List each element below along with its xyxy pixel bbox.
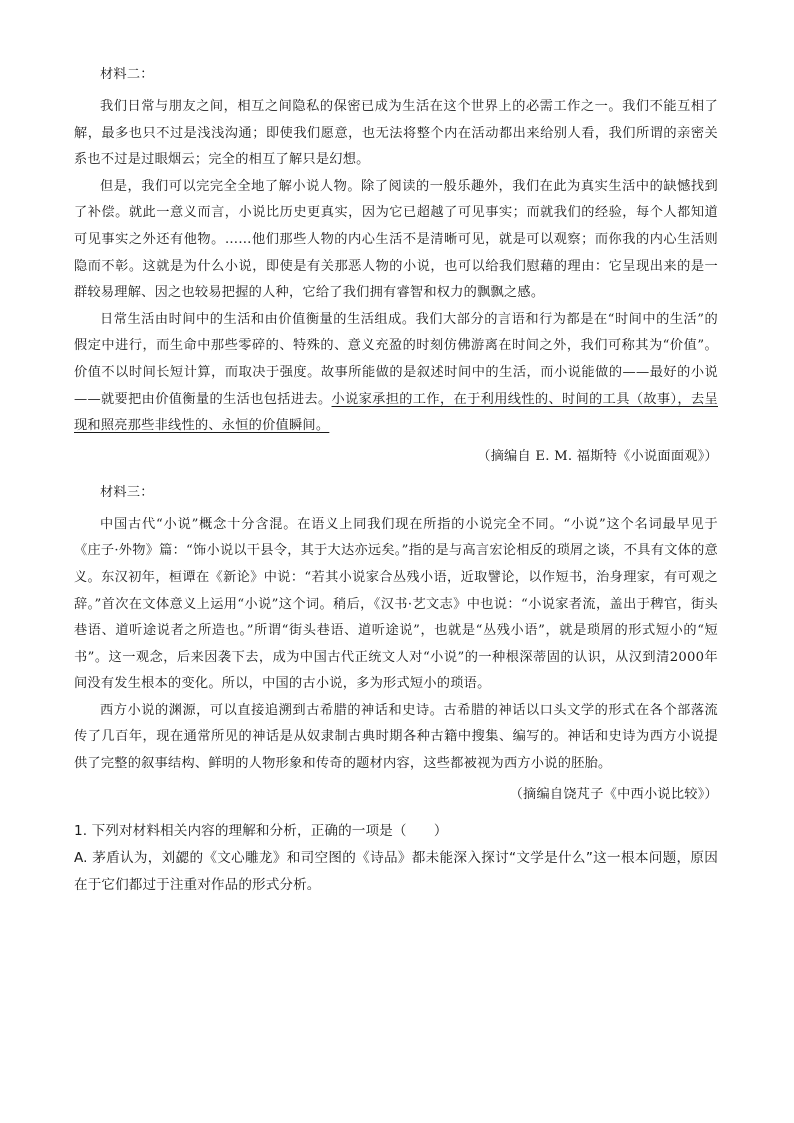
material-three-paragraph-2: 西方小说的渊源，可以直接追溯到古希腊的神话和史诗。古希腊的神话以口头文学的形式在各个部落流传了几百年，现在通常所见的神话是从奴隶制古典时期各种古籍中搜集、编写的。神话和史诗为西方小说提供了完整的叙事结构、鲜明的人物形象和传奇的题材内容，这些都被视为西方小说的胚胎。 <box>74 702 718 772</box>
option-a[interactable]: A. 茅盾认为，刘勰的《文心雕龙》和司空图的《诗品》都未能深入探讨“文学是什么”这一根本问题，原因在于它们都过于注重对作品的形式分析。 <box>74 849 718 893</box>
material-two-paragraph-3 <box>74 307 718 440</box>
material-three-paragraph-1: 中国古代“小说”概念十分含混。在语义上同我们现在所指的小说完全不同。“小说”这个名词最早见于《庄子·外物》篇：“饰小说以干县令，其于大达亦远矣。”指的是与高言宏论相反的琐屑之谈，不具有文体的意义。东汉初年，桓谭在《新论》中说：“若其小说家合丛残小语，近取譬论，以作短书，治身理家，有可观之辞。”首次在文体意义上运用“小说”这个词。稍后，《汉书·艺文志》中也说：“小说家者流，盖出于稗官，街头巷语、道听途说者之所造也。”所谓“街头巷语、道听途说”，也就是“丛残小语”，就是琐屑的形式短小的“短书”。这一观念，后来因袭下去，成为中国古代正统文人对“小说”的一种根深蒂固的认识，从汉到清2000年间没有发生根本的变化。所以，中国的古小说，多为形式短小的琐语。 <box>74 516 718 692</box>
material-two-paragraph-3-text: 日常生活由时间中的生活和由价值衡量的生活组成。我们大部分的言语和行为都是在“时间中的生活”的假定中进行，而生命中那些零碎的、特殊的、意义充盈的时刻仿佛游离在时间之外，我们可称其为“价值”。价值不以时间长短计算，而取决于强度。故事所能做的是叙述时间中的生活，而小说能做的——最好的小说——就要把由价值衡量的生活也包括进去。 <box>74 311 718 407</box>
underlined-sentence: 小说家承担的工作，在于利用线性的、时间的工具（故事），去呈现和照亮那些非线性的、永恒的价值瞬间。 <box>74 391 718 434</box>
material-three-heading: 材料三： <box>100 484 154 500</box>
material-two-source: （摘编自 E. M. 福斯特《小说面面观》） <box>477 448 718 464</box>
material-three <box>74 480 718 810</box>
question-1 <box>74 818 718 899</box>
question-stem: 1. 下列对材料相关内容的理解和分析，正确的一项是（ ） <box>74 822 448 839</box>
material-two-paragraph-2: 但是，我们可以完完全全地了解小说人物。除了阅读的一般乐趣外，我们在此为真实生活中的缺憾找到了补偿。就此一意义而言，小说比历史更真实，因为它已超越了可见事实；而就我们的经验，每个人都知道可见事实之外还有他物。……他们那些人物的内心生活不是清晰可见，就是可以观察；而你我的内心生活则隐而不彰。这就是为什么小说，即使是有关那恶人物的小说，也可以给我们慰藉的理由：它呈现出来的是一群较易理解、因之也较易把握的人种，它给了我们拥有睿智和权力的飘飘之感。 <box>74 178 718 301</box>
document-content <box>74 62 718 899</box>
material-three-source: （摘编自饶芃子《中西小说比较》） <box>509 786 718 802</box>
material-two <box>74 62 718 472</box>
material-two-heading: 材料二： <box>100 67 154 82</box>
material-two-paragraph-1: 我们日常与朋友之间，相互之间隐私的保密已成为生活在这个世界上的必需工作之一。我们不能互相了解，最多也只不过是浅浅沟通；即使我们愿意，也无法将整个内在活动都出来给别人看，我们所谓的亲密关系也不过是过眼烟云；完全的相互了解只是幻想。 <box>74 99 718 168</box>
